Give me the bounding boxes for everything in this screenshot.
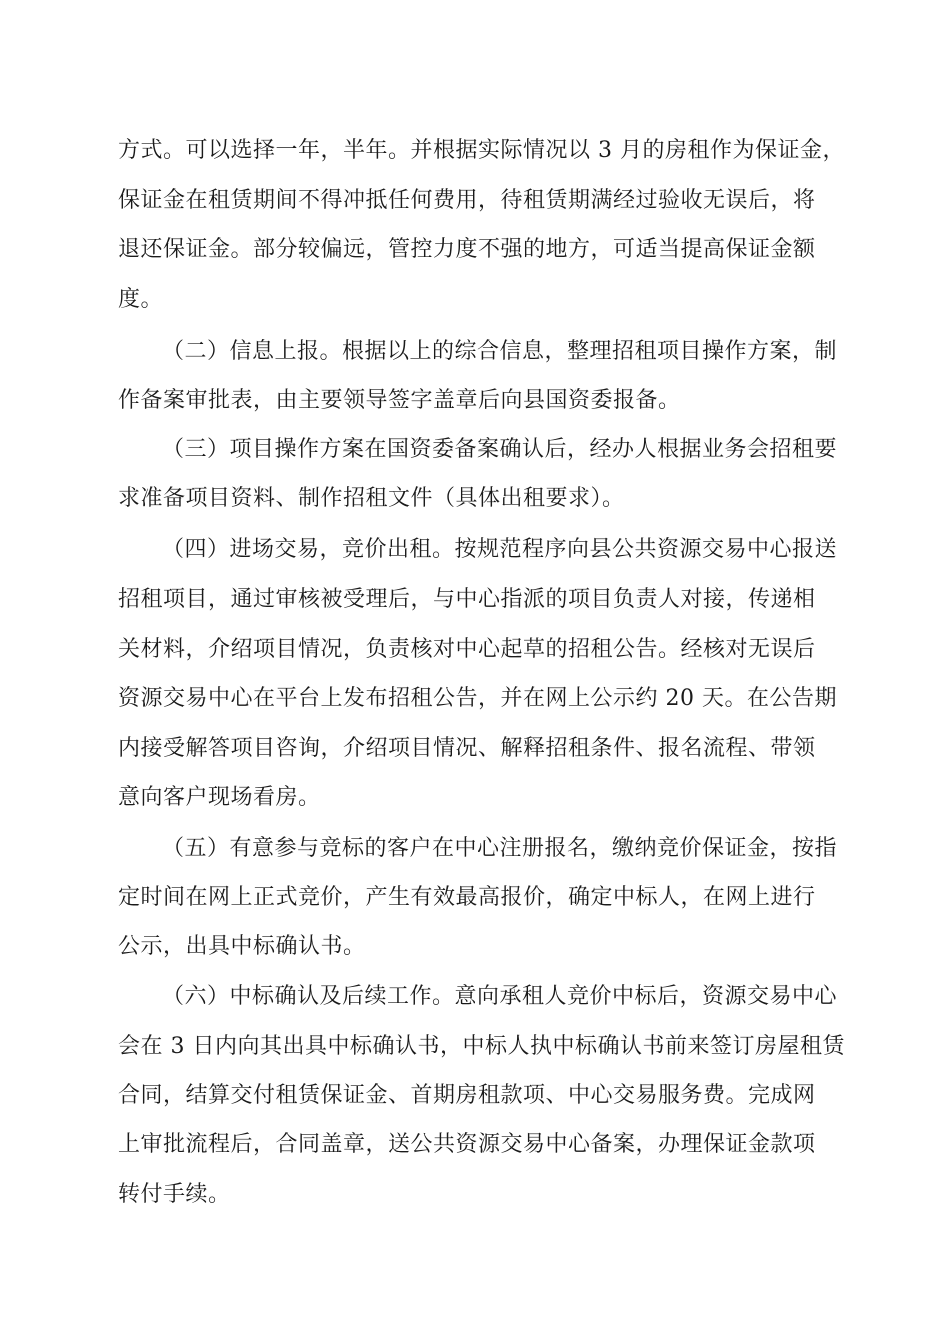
text-line: 方式。可以选择一年，半年。并根据实际情况以 3 月的房租作为保证金， xyxy=(118,138,845,163)
text-line: 关材料，介绍项目情况，负责核对中心起草的招租公告。经核对无误后 xyxy=(118,637,816,662)
text-line: 定时间在网上正式竞价，产生有效最高报价，确定中标人，在网上进行 xyxy=(118,885,816,910)
text-line: 意向客户现场看房。 xyxy=(118,785,321,810)
text-line: 资源交易中心在平台上发布招租公告，并在网上公示约 20 天。在公告期 xyxy=(118,686,837,711)
text-line: 内接受解答项目咨询，介绍项目情况、解释招租条件、报名流程、带领 xyxy=(118,736,816,761)
text-line: 上审批流程后，合同盖章，送公共资源交易中心备案，办理保证金款项 xyxy=(118,1132,816,1157)
text-line: 公示，出具中标确认书。 xyxy=(118,934,366,959)
paragraph-first-line: （五）有意参与竞标的客户在中心注册报名，缴纳竞价保证金，按指 xyxy=(162,836,838,861)
text-line: 招租项目，通过审核被受理后，与中心指派的项目负责人对接，传递相 xyxy=(118,587,816,612)
text-line: 退还保证金。部分较偏远，管控力度不强的地方，可适当提高保证金额 xyxy=(118,237,816,262)
text-line: 作备案审批表，由主要领导签字盖章后向县国资委报备。 xyxy=(118,388,681,413)
text-line: 会在 3 日内向其出具中标确认书，中标人执中标确认书前来签订房屋租赁 xyxy=(118,1034,845,1059)
text-line: 度。 xyxy=(118,287,164,312)
text-line: 转付手续。 xyxy=(118,1182,231,1207)
paragraph-first-line: （四）进场交易，竞价出租。按规范程序向县公共资源交易中心报送 xyxy=(162,537,838,562)
paragraph-first-line: （六）中标确认及后续工作。意向承租人竞价中标后，资源交易中心 xyxy=(162,984,838,1009)
text-line: 保证金在租赁期间不得冲抵任何费用，待租赁期满经过验收无误后，将 xyxy=(118,188,816,213)
paragraph-first-line: （二）信息上报。根据以上的综合信息，整理招租项目操作方案，制 xyxy=(162,339,838,364)
text-line: 合同，结算交付租赁保证金、首期房租款项、中心交易服务费。完成网 xyxy=(118,1083,816,1108)
text-line: 求准备项目资料、制作招租文件（具体出租要求）。 xyxy=(118,486,625,511)
paragraph-first-line: （三）项目操作方案在国资委备案确认后，经办人根据业务会招租要 xyxy=(162,437,838,462)
